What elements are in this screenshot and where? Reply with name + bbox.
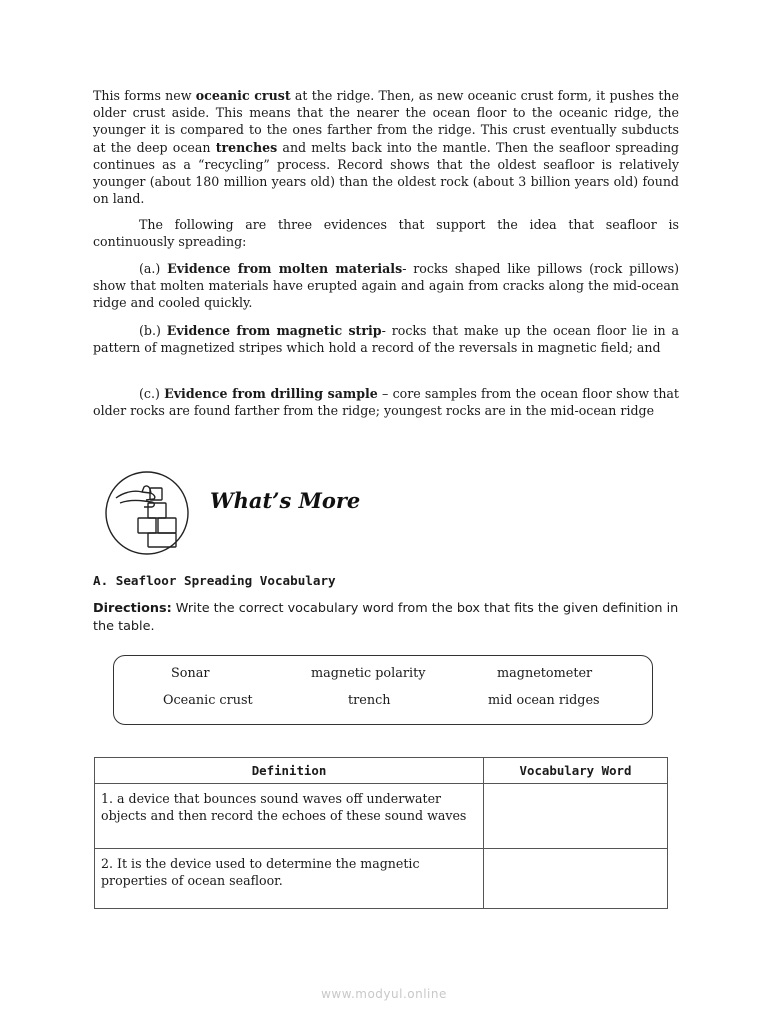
term-oceanic-crust: oceanic crust <box>195 88 291 103</box>
directions <box>93 600 679 635</box>
hand-stacking-blocks-icon <box>104 470 190 556</box>
vocabulary-table <box>94 757 668 909</box>
word-option: Sonar <box>171 666 210 681</box>
vocabulary-word-box <box>113 655 653 725</box>
definition-cell: 2. It is the device used to determine the magnetic properties of ocean seafloor. <box>95 849 484 909</box>
word-option: mid ocean ridges <box>488 693 600 708</box>
evidence-a <box>93 260 679 312</box>
evidences-intro: The following are three evidences that support the idea that seafloor is continuously spreading: <box>93 217 679 250</box>
section-title: What’s More <box>210 488 361 513</box>
evidence-title: Evidence from magnetic strip <box>166 323 382 338</box>
evidence-b <box>93 322 679 356</box>
evidence-text: - rocks that make up the ocean floor lie in a pattern of magnetized stripes which hold a record of the reversals in magnetic field; and <box>93 323 679 356</box>
evidence-text: – core samples from the ocean floor show that older rocks are found farther from the ridge; youngest rocks are in the mid-ocean ridge <box>93 386 679 419</box>
definition-cell: 1. a device that bounces sound waves off underwater objects and then record the echoes of these sound waves <box>95 784 484 849</box>
word-option: Oceanic crust <box>163 693 253 708</box>
answer-cell[interactable] <box>484 784 668 849</box>
table-row <box>95 784 668 849</box>
word-option: magnetometer <box>497 666 593 681</box>
column-header-vocabulary-word: Vocabulary Word <box>484 758 668 784</box>
table-row <box>95 849 668 909</box>
evidence-title: Evidence from drilling sample <box>164 386 378 401</box>
word-option: trench <box>348 693 391 708</box>
word-option: magnetic polarity <box>311 666 426 681</box>
table-header-row <box>95 758 668 784</box>
evidence-c <box>93 385 679 419</box>
column-header-definition: Definition <box>95 758 484 784</box>
evidence-title: Evidence from molten materials <box>167 261 403 276</box>
intro-text: and melts back into the mantle. Then the seafloor spreading continues as a “recycling” process. Record shows that the oldest seafloor is relatively younger (about 180 million years old) than the oldest rock (about 3 billion years old) found on land. <box>93 139 679 207</box>
directions-text: Write the correct vocabulary word from the box that fits the given definition in the table. <box>93 601 679 634</box>
answer-cell[interactable] <box>484 849 668 909</box>
intro-paragraph <box>93 87 679 207</box>
evidence-prefix: (c.) <box>139 386 165 401</box>
intro-text: at the ridge. Then, as new oceanic crust form, it pushes the older crust aside. This means that the nearer the ocean floor to the oceanic ridge, the younger it is compared to the ones farther from the ridge. This crust eventually subducts at the deep ocean <box>93 88 679 155</box>
intro-text: This forms new <box>93 88 196 103</box>
term-trenches: trenches <box>215 139 278 155</box>
evidence-prefix: (b.) <box>139 323 167 338</box>
watermark: www.modyul.online <box>321 987 447 1001</box>
directions-label: Directions: <box>93 601 172 616</box>
evidence-text: - rocks shaped like pillows (rock pillows) show that molten materials have erupted again and again from cracks along the mid-ocean ridge and cooled quickly. <box>93 261 679 311</box>
activity-heading: A. Seafloor Spreading Vocabulary <box>93 573 336 588</box>
evidence-prefix: (a.) <box>139 261 168 276</box>
